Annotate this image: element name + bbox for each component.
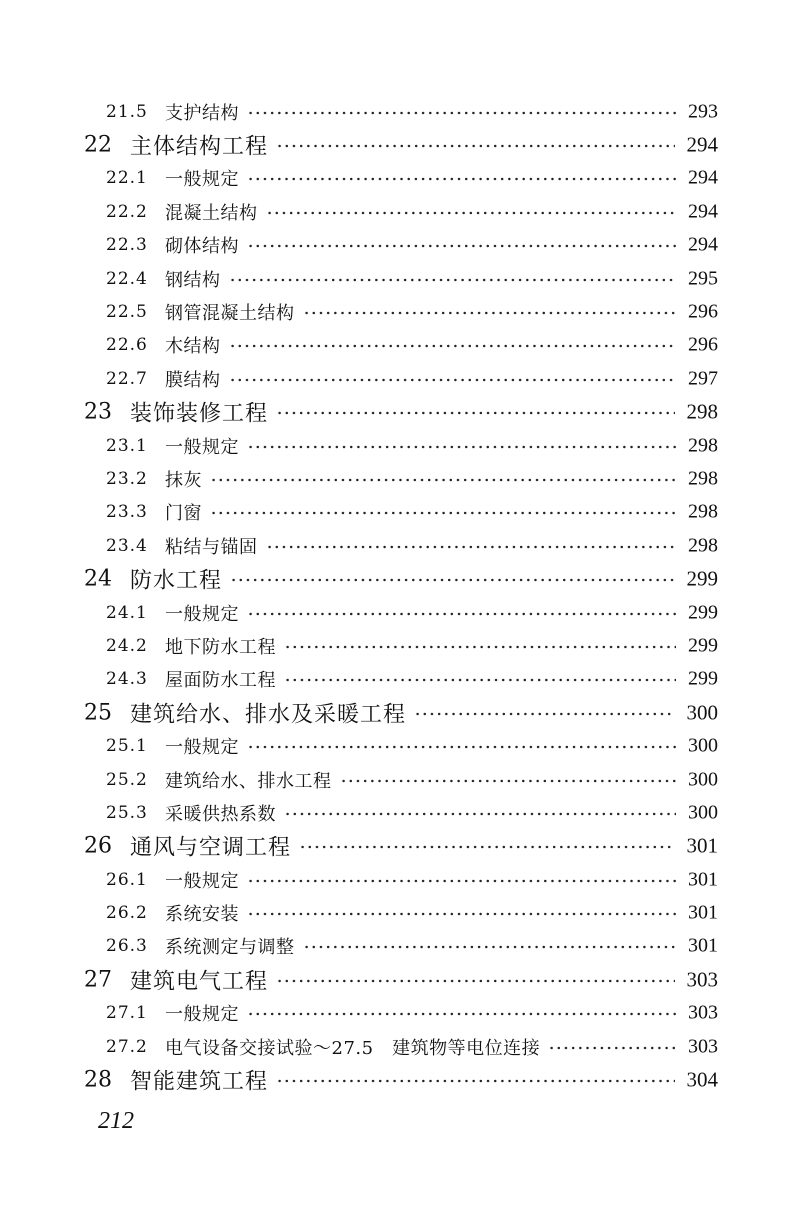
entry-page-number: 303 — [686, 967, 718, 992]
entry-page-number: 301 — [688, 868, 718, 891]
toc-section-entry[interactable] — [0, 729, 800, 762]
toc-section-entry[interactable] — [0, 1030, 800, 1063]
toc-chapter-entry[interactable] — [0, 696, 800, 729]
entry-title: 采暖供热系数 — [165, 803, 276, 825]
entry-title: 建筑电气工程 — [130, 969, 269, 995]
entry-number: 22.4 — [106, 268, 148, 289]
dot-leader — [284, 812, 676, 816]
entry-title: 一般规定 — [165, 870, 239, 892]
toc-chapter-entry[interactable] — [0, 396, 800, 429]
toc-section-entry[interactable] — [0, 496, 800, 529]
entry-title: 一般规定 — [165, 436, 239, 458]
entry-page-number: 301 — [688, 901, 718, 924]
entry-page-number: 304 — [686, 1067, 718, 1092]
dot-leader — [247, 612, 676, 616]
dot-leader — [303, 311, 677, 315]
toc-section-entry[interactable] — [0, 295, 800, 328]
entry-title: 建筑给水、排水工程 — [165, 770, 332, 792]
entry-title: 防水工程 — [130, 568, 223, 594]
entry-number: 26.3 — [106, 936, 148, 957]
entry-title: 一般规定 — [165, 1004, 239, 1026]
entry-number: 25.2 — [106, 769, 148, 790]
toc-section-entry[interactable] — [0, 796, 800, 829]
toc-section-entry[interactable] — [0, 462, 800, 495]
dot-leader — [276, 411, 674, 415]
dot-leader — [247, 879, 676, 883]
entry-title: 地下防水工程 — [165, 636, 276, 658]
entry-page-number: 303 — [688, 1001, 718, 1024]
entry-page-number: 294 — [688, 233, 718, 256]
entry-number: 22.7 — [106, 368, 148, 389]
toc-chapter-entry[interactable] — [0, 128, 800, 161]
entry-page-number: 296 — [688, 300, 718, 323]
toc-section-entry[interactable] — [0, 763, 800, 796]
entry-page-number: 294 — [688, 166, 718, 189]
entry-number: 22.5 — [106, 302, 148, 323]
entry-page-number: 300 — [688, 801, 718, 824]
entry-title: 系统测定与调整 — [165, 937, 295, 959]
toc-section-entry[interactable] — [0, 95, 800, 128]
entry-number: 23.4 — [106, 535, 148, 556]
entry-title: 屋面防水工程 — [165, 670, 276, 692]
entry-title: 门窗 — [165, 503, 202, 525]
entry-page-number: 301 — [686, 833, 718, 858]
entry-number: 23.1 — [106, 435, 148, 456]
dot-leader — [247, 1012, 676, 1016]
dot-leader — [414, 712, 674, 716]
toc-section-entry[interactable] — [0, 195, 800, 228]
entry-number: 25 — [84, 700, 112, 726]
entry-title: 电气设备交接试验～27.5 建筑物等电位连接 — [165, 1037, 541, 1059]
toc-section-entry[interactable] — [0, 362, 800, 395]
dot-leader — [284, 645, 676, 649]
entry-title: 木结构 — [165, 336, 221, 358]
entry-title: 智能建筑工程 — [130, 1069, 269, 1095]
dot-leader — [247, 445, 676, 449]
page-number: 212 — [98, 1108, 134, 1134]
toc-section-entry[interactable] — [0, 629, 800, 662]
entry-page-number: 299 — [688, 601, 718, 624]
entry-title: 装饰装修工程 — [130, 401, 269, 427]
dot-leader — [229, 378, 677, 382]
entry-page-number: 299 — [688, 667, 718, 690]
entry-number: 24 — [84, 566, 112, 592]
dot-leader — [247, 244, 676, 248]
toc-section-entry[interactable] — [0, 429, 800, 462]
entry-page-number: 298 — [688, 534, 718, 557]
entry-page-number: 296 — [688, 333, 718, 356]
entry-title: 通风与空调工程 — [130, 835, 292, 861]
entry-number: 25.1 — [106, 736, 148, 757]
entry-title: 系统安装 — [165, 904, 239, 926]
entry-number: 27.1 — [106, 1003, 148, 1024]
entry-number: 27.2 — [106, 1036, 148, 1057]
entry-title: 一般规定 — [165, 603, 239, 625]
entry-number: 26 — [84, 833, 112, 859]
entry-page-number: 303 — [688, 1035, 718, 1058]
toc-chapter-entry[interactable] — [0, 1063, 800, 1096]
entry-page-number: 297 — [688, 367, 718, 390]
entry-title: 一般规定 — [165, 737, 239, 759]
entry-title: 钢管混凝土结构 — [165, 303, 295, 325]
dot-leader — [229, 344, 677, 348]
dot-leader — [276, 144, 674, 148]
entry-page-number: 298 — [686, 399, 718, 424]
dot-leader — [276, 1079, 674, 1083]
entry-number: 28 — [84, 1067, 112, 1093]
entry-title: 钢结构 — [165, 269, 221, 291]
dot-leader — [548, 1046, 676, 1050]
dot-leader — [299, 845, 674, 849]
entry-number: 23.3 — [106, 502, 148, 523]
entry-page-number: 294 — [686, 132, 718, 157]
entry-page-number: 298 — [688, 467, 718, 490]
toc-section-entry[interactable] — [0, 329, 800, 362]
entry-number: 27 — [84, 967, 112, 993]
dot-leader — [247, 745, 676, 749]
dot-leader — [266, 545, 677, 549]
toc-section-entry[interactable] — [0, 896, 800, 929]
entry-page-number: 301 — [688, 934, 718, 957]
table-of-contents — [0, 95, 800, 1097]
toc-section-entry[interactable] — [0, 930, 800, 963]
entry-page-number: 295 — [688, 267, 718, 290]
dot-leader — [247, 177, 676, 181]
entry-number: 24.3 — [106, 669, 148, 690]
dot-leader — [210, 478, 676, 482]
toc-section-entry[interactable] — [0, 162, 800, 195]
entry-number: 23.2 — [106, 468, 148, 489]
toc-section-entry[interactable] — [0, 863, 800, 896]
entry-number: 26.1 — [106, 869, 148, 890]
entry-title: 膜结构 — [165, 369, 221, 391]
dot-leader — [247, 111, 676, 115]
entry-title: 支护结构 — [165, 102, 239, 124]
toc-chapter-entry[interactable] — [0, 963, 800, 996]
dot-leader — [247, 912, 676, 916]
entry-title: 砌体结构 — [165, 236, 239, 258]
entry-title: 主体结构工程 — [130, 134, 269, 160]
dot-leader — [230, 578, 674, 582]
entry-number: 26.2 — [106, 903, 148, 924]
entry-page-number: 299 — [686, 566, 718, 591]
entry-number: 24.1 — [106, 602, 148, 623]
entry-title: 粘结与锚固 — [165, 536, 258, 558]
entry-number: 23 — [84, 399, 112, 425]
entry-number: 22.3 — [106, 235, 148, 256]
entry-number: 25.3 — [106, 802, 148, 823]
toc-section-entry[interactable] — [0, 596, 800, 629]
entry-number: 21.5 — [106, 101, 148, 122]
dot-leader — [266, 211, 677, 215]
entry-page-number: 298 — [688, 500, 718, 523]
entry-number: 22.6 — [106, 335, 148, 356]
entry-page-number: 294 — [688, 200, 718, 223]
entry-page-number: 299 — [688, 634, 718, 657]
entry-page-number: 300 — [686, 700, 718, 725]
entry-number: 22 — [84, 132, 112, 158]
entry-page-number: 300 — [688, 734, 718, 757]
entry-title: 建筑给水、排水及采暖工程 — [130, 702, 407, 728]
dot-leader — [340, 779, 677, 783]
entry-title: 混凝土结构 — [165, 202, 258, 224]
toc-section-entry[interactable] — [0, 663, 800, 696]
entry-page-number: 298 — [688, 434, 718, 457]
dot-leader — [229, 278, 677, 282]
dot-leader — [284, 678, 676, 682]
dot-leader — [210, 511, 676, 515]
entry-title: 抹灰 — [165, 469, 202, 491]
toc-section-entry[interactable] — [0, 997, 800, 1030]
toc-chapter-entry[interactable] — [0, 830, 800, 863]
entry-page-number: 293 — [688, 100, 718, 123]
entry-number: 22.1 — [106, 168, 148, 189]
entry-number: 22.2 — [106, 201, 148, 222]
toc-section-entry[interactable] — [0, 262, 800, 295]
toc-section-entry[interactable] — [0, 229, 800, 262]
entry-number: 24.2 — [106, 635, 148, 656]
dot-leader — [276, 979, 674, 983]
toc-chapter-entry[interactable] — [0, 562, 800, 595]
entry-page-number: 300 — [688, 768, 718, 790]
dot-leader — [303, 945, 677, 949]
toc-section-entry[interactable] — [0, 529, 800, 562]
entry-title: 一般规定 — [165, 169, 239, 191]
